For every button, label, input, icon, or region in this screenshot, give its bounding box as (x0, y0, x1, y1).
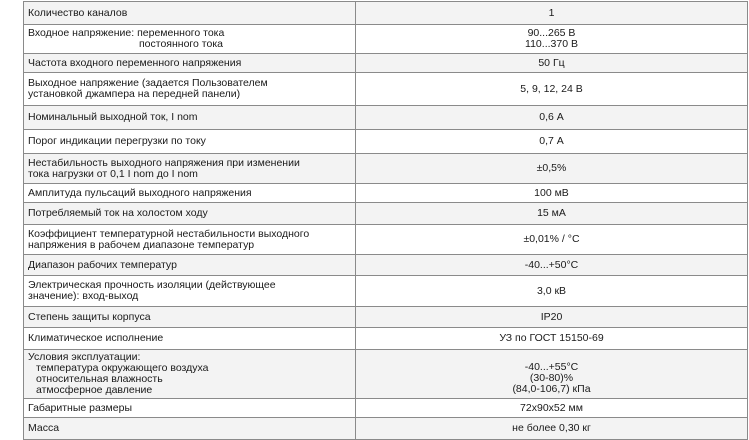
param-text: тока нагрузки от 0,1 I nom до I nom (28, 167, 198, 180)
value-text: -40...+55°С (524, 361, 579, 373)
param-text: Электрическая прочность изоляции (действующее (28, 279, 276, 291)
param-text: Масса (28, 422, 60, 434)
value-cell (356, 54, 748, 73)
value-text: не более 0,30 кг (512, 422, 591, 434)
param-text: установкой джампера на передней панели) (28, 88, 241, 100)
param-text: атмосферное давление (36, 384, 153, 396)
param-cell (24, 106, 356, 130)
value-cell (356, 350, 748, 399)
value-text: 110...370 В (525, 38, 578, 50)
param-text: Выходное напряжение (задается Пользователем (28, 77, 268, 89)
table-row (24, 73, 748, 106)
value-text: ±0,01% / °С (523, 233, 580, 245)
value-cell (356, 418, 748, 440)
table-row (24, 276, 748, 307)
param-text: Степень защиты корпуса (28, 310, 151, 323)
value-cell (356, 307, 748, 328)
table-row (24, 203, 748, 225)
param-text: значение): вход-выход (28, 290, 139, 302)
value-cell (356, 255, 748, 276)
value-text: 3,0 кВ (536, 284, 567, 297)
param-cell (24, 25, 356, 54)
table-row (24, 307, 748, 328)
table-row (24, 106, 748, 130)
param-cell (24, 2, 356, 25)
param-cell (24, 154, 356, 184)
param-text: относительная влажность (36, 373, 163, 385)
param-text: Количество каналов (28, 6, 128, 19)
value-cell (356, 2, 748, 25)
param-text: Условия эксплуатации: (28, 351, 141, 363)
value-cell (356, 203, 748, 225)
table-row (24, 2, 748, 25)
param-text: Нестабильность выходного напряжения при изменении (28, 156, 300, 169)
param-text: Потребляемый ток на холостом ходу (28, 207, 208, 219)
value-text: (30-80)% (529, 372, 574, 384)
value-text: 5, 9, 12, 24 В (520, 82, 583, 95)
table-row (24, 130, 748, 154)
table-row (24, 350, 748, 399)
value-text: 15 мА (537, 207, 566, 219)
table-row (24, 225, 748, 255)
value-cell (356, 184, 748, 203)
param-cell (24, 328, 356, 350)
param-cell (24, 307, 356, 328)
value-cell (356, 25, 748, 54)
param-text: Диапазон рабочих температур (28, 258, 177, 271)
param-cell (24, 418, 356, 440)
param-text: Коэффициент температурной нестабильности выходного (28, 227, 310, 240)
value-text: УЗ по ГОСТ 15150-69 (499, 332, 604, 344)
table-row (24, 399, 748, 418)
param-cell (24, 54, 356, 73)
table-row (24, 255, 748, 276)
param-text: Климатическое исполнение (28, 332, 164, 344)
value-text: 100 мВ (534, 186, 569, 199)
param-text: Входное напряжение: переменного тока (28, 27, 225, 39)
param-text: Габаритные размеры (28, 401, 132, 414)
value-text: 72х90х52 мм (520, 401, 583, 414)
param-text: Номинальный выходной ток, I nom (28, 111, 198, 123)
param-text: Амплитуда пульсаций выходного напряжения (28, 186, 252, 199)
value-text: 90...265 В (527, 27, 576, 39)
value-text: 0,6 А (539, 111, 564, 123)
param-cell (24, 350, 356, 399)
param-cell (24, 203, 356, 225)
param-text: постоянного тока (139, 38, 223, 50)
table-row (24, 418, 748, 440)
value-text: 50 Гц (538, 56, 565, 69)
value-text: 1 (548, 6, 555, 19)
value-cell (356, 399, 748, 418)
table-row (24, 328, 748, 350)
value-cell (356, 154, 748, 184)
value-cell (356, 130, 748, 154)
param-cell (24, 225, 356, 255)
value-text: -40...+50°С (524, 258, 579, 271)
value-text: ±0,5% (536, 162, 567, 174)
value-text: IP20 (540, 310, 563, 323)
param-text: напряжения в рабочем диапазоне температур (28, 238, 255, 251)
param-cell (24, 399, 356, 418)
param-cell (24, 130, 356, 154)
table-row (24, 154, 748, 184)
table-row (24, 25, 748, 54)
value-cell (356, 328, 748, 350)
value-cell (356, 73, 748, 106)
param-text: температура окружающего воздуха (36, 362, 209, 374)
table-row (24, 54, 748, 73)
value-cell (356, 225, 748, 255)
value-text: 0,7 А (539, 135, 564, 147)
table-row (24, 184, 748, 203)
param-cell (24, 255, 356, 276)
value-cell (356, 276, 748, 307)
param-text: Частота входного переменного напряжения (28, 56, 242, 69)
param-cell (24, 276, 356, 307)
value-cell (356, 106, 748, 130)
param-text: Порог индикации перегрузки по току (28, 135, 206, 147)
specifications-table (23, 1, 748, 440)
param-cell (24, 184, 356, 203)
param-cell (24, 73, 356, 106)
value-text: (84,0-106,7) кПа (512, 383, 591, 395)
